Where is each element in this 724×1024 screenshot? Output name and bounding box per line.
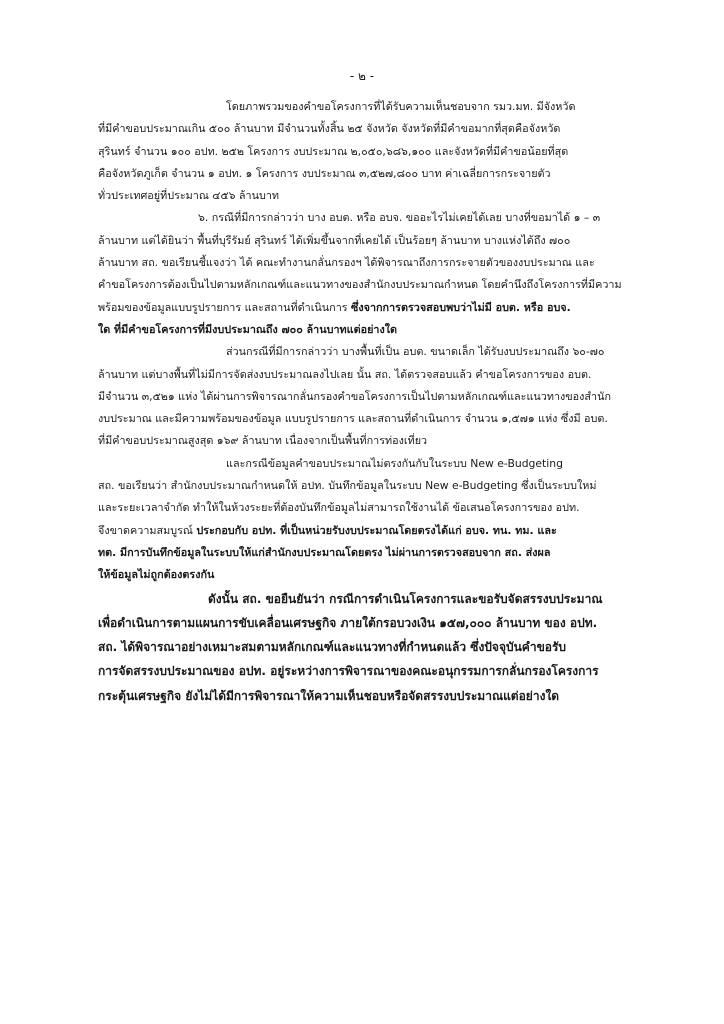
paragraph-small-sao	[98, 341, 658, 452]
page-number: - ๒ -	[349, 69, 375, 83]
text-line	[98, 520, 658, 542]
text-line: งบประมาณ และมีความพร้อมของข้อมูล แบบรูปรายการ และสถานที่ดำเนินการ จำนวน ๑,๕๗๑ แห่ง ซึ่งมี อบต.	[98, 412, 608, 426]
paragraph-e-budgeting	[98, 453, 658, 587]
text-line: คือจังหวัดภูเก็ต จำนวน ๑ อปท. ๑ โครงการ งบประมาณ ๓,๕๒๗,๘๐๐ บาท ค่าเฉลี่ยการกระจายตัว	[98, 166, 551, 180]
text-line: ให้ข้อมูลไม่ถูกต้องตรงกัน	[98, 568, 215, 582]
document-body	[98, 96, 658, 708]
text-line: คำขอโครงการต้องเป็นไปตามหลักเกณฑ์และแนวทางของสำนักงบประมาณกำหนด โดยคำนึงถึงโครงการที่มีความ	[98, 278, 622, 292]
text-line: ส่วนกรณีที่มีการกล่าวว่า บางพื้นที่เป็น อบต. ขนาดเล็ก ได้รับงบประมาณถึง ๖๐-๗๐	[226, 345, 605, 359]
bold-text-span: ซึ่งจากการตรวจสอบพบว่าไม่มี อบต. หรือ อบจ.	[351, 300, 571, 314]
text-line: ล้านบาท แต่ได้ยินว่า พื้นที่บุรีรัมย์ สุรินทร์ ได้เพิ่มขึ้นจากที่เคยได้ เป็นร้อยๆ ล้านบาท บางแห่งได้ถึง ๗๐๐	[98, 233, 571, 247]
text-line: ที่มีคำขอบประมาณสูงสุด ๑๖๙ ล้านบาท เนื่องจากเป็นพื้นที่การท่องเที่ยว	[98, 434, 428, 448]
text-line: ทต. มีการบันทึกข้อมูลในระบบให้แก่สำนักงบประมาณโดยตรง ไม่ผ่านการตรวจสอบจาก สถ. ส่งผล	[98, 545, 551, 559]
text-line: ล้านบาท แต่บางพื้นที่ไม่มีการจัดส่งงบประมาณลงไปเลย นั้น สถ. ได้ตรวจสอบแล้ว คำขอโครงการของ อบต.	[98, 367, 592, 381]
text-line: กระตุ้นเศรษฐกิจ ยังไม่ได้มีการพิจารณาให้ความเห็นชอบหรือจัดสรรงบประมาณแต่อย่างใด	[98, 688, 560, 703]
text-line: โดยภาพรวมของคำขอโครงการที่ได้รับความเห็นชอบจาก รมว.มท. มีจังหวัด	[226, 100, 576, 113]
paragraph-overview	[98, 96, 658, 207]
text-line: เพื่อดำเนินการตามแผนการขับเคลื่อนเศรษฐกิจ ภายใต้กรอบวงเงิน ๑๕๗,๐๐๐ ล้านบาท ของ อปท.	[98, 615, 598, 630]
text-line: สถ. ได้พิจารณาอย่างเหมาะสมตามหลักเกณฑ์และแนวทางที่กำหนดแล้ว ซึ่งปัจจุบันคำขอรับ	[98, 640, 567, 655]
text-span: จึงขาดความสมบูรณ์	[98, 523, 197, 537]
paragraph-item-6	[98, 207, 658, 341]
text-line: ๖. กรณีที่มีการกล่าวว่า บาง อบต. หรือ อบจ. ขออะไรไม่เคยได้เลย บางที่ขอมาได้ ๑ – ๓	[198, 211, 601, 225]
text-line: ใด ที่มีคำขอโครงการที่มีงบประมาณถึง ๗๐๐ ล้านบาทแต่อย่างใด	[98, 322, 398, 336]
text-line: สุรินทร์ จำนวน ๑๐๐ อปท. ๒๕๒ โครงการ งบประมาณ ๒,๐๕๐,๖๘๖,๑๐๐ และจังหวัดที่มีคำขอน้อยที่สุด	[98, 144, 569, 158]
text-line: ดังนั้น สถ. ขอยืนยันว่า กรณีการดำเนินโครงการและขอรับจัดสรรงบประมาณ	[208, 591, 603, 606]
text-line: ล้านบาท สถ. ขอเรียนชี้แจงว่า ได้ คณะทำงานกลั่นกรองฯ ได้พิจารณาถึงการกระจายตัวของงบประมาณ และ	[98, 256, 595, 270]
text-line: ที่มีคำขอบประมาณเกิน ๕๐๐ ล้านบาท มีจำนวนทั้งสิ้น ๒๕ จังหวัด จังหวัดที่มีคำขอมากที่สุดคือจังหวัด	[98, 122, 561, 136]
text-line: มีจำนวน ๓,๕๒๑ แห่ง ได้ผ่านการพิจารณากลั่นกรองคำขอโครงการเป็นไปตามหลักเกณฑ์และแนวทางของสำนัก	[98, 389, 612, 403]
paragraph-conclusion	[98, 587, 658, 708]
text-line: และกรณีข้อมูลคำขอบประมาณไม่ตรงกันกับในระบบ New e-Budgeting	[226, 456, 563, 470]
text-line: ทั่วประเทศอยู่ที่ประมาณ ๔๕๖ ล้านบาท	[98, 189, 280, 203]
text-span: พร้อมของข้อมูลแบบรูปรายการ และสถานที่ดำเนินการ	[98, 300, 352, 314]
bold-text-span: ประกอบกับ อปท. ที่เป็นหน่วยรับงบประมาณโดยตรงได้แก่ อบจ. ทน. ทม. และ	[196, 523, 557, 537]
text-line	[98, 297, 658, 319]
text-line: และระยะเวลาจำกัด ทำให้ในห้วงระยะที่ต้องบันทึกข้อมูลไม่สามารถใช้งานได้ ข้อเสนอโครงการของ อปท.	[98, 501, 580, 515]
text-line: การจัดสรรงบประมาณของ อปท. อยู่ระหว่างการพิจารณาของคณะอนุกรรมการกลั่นกรองโครงการ	[98, 664, 599, 679]
text-line: สถ. ขอเรียนว่า สำนักงบประมาณกำหนดให้ อปท. บันทึกข้อมูลในระบบ New e-Budgeting ซึ่งเป็นระบบใหม่	[98, 479, 597, 493]
